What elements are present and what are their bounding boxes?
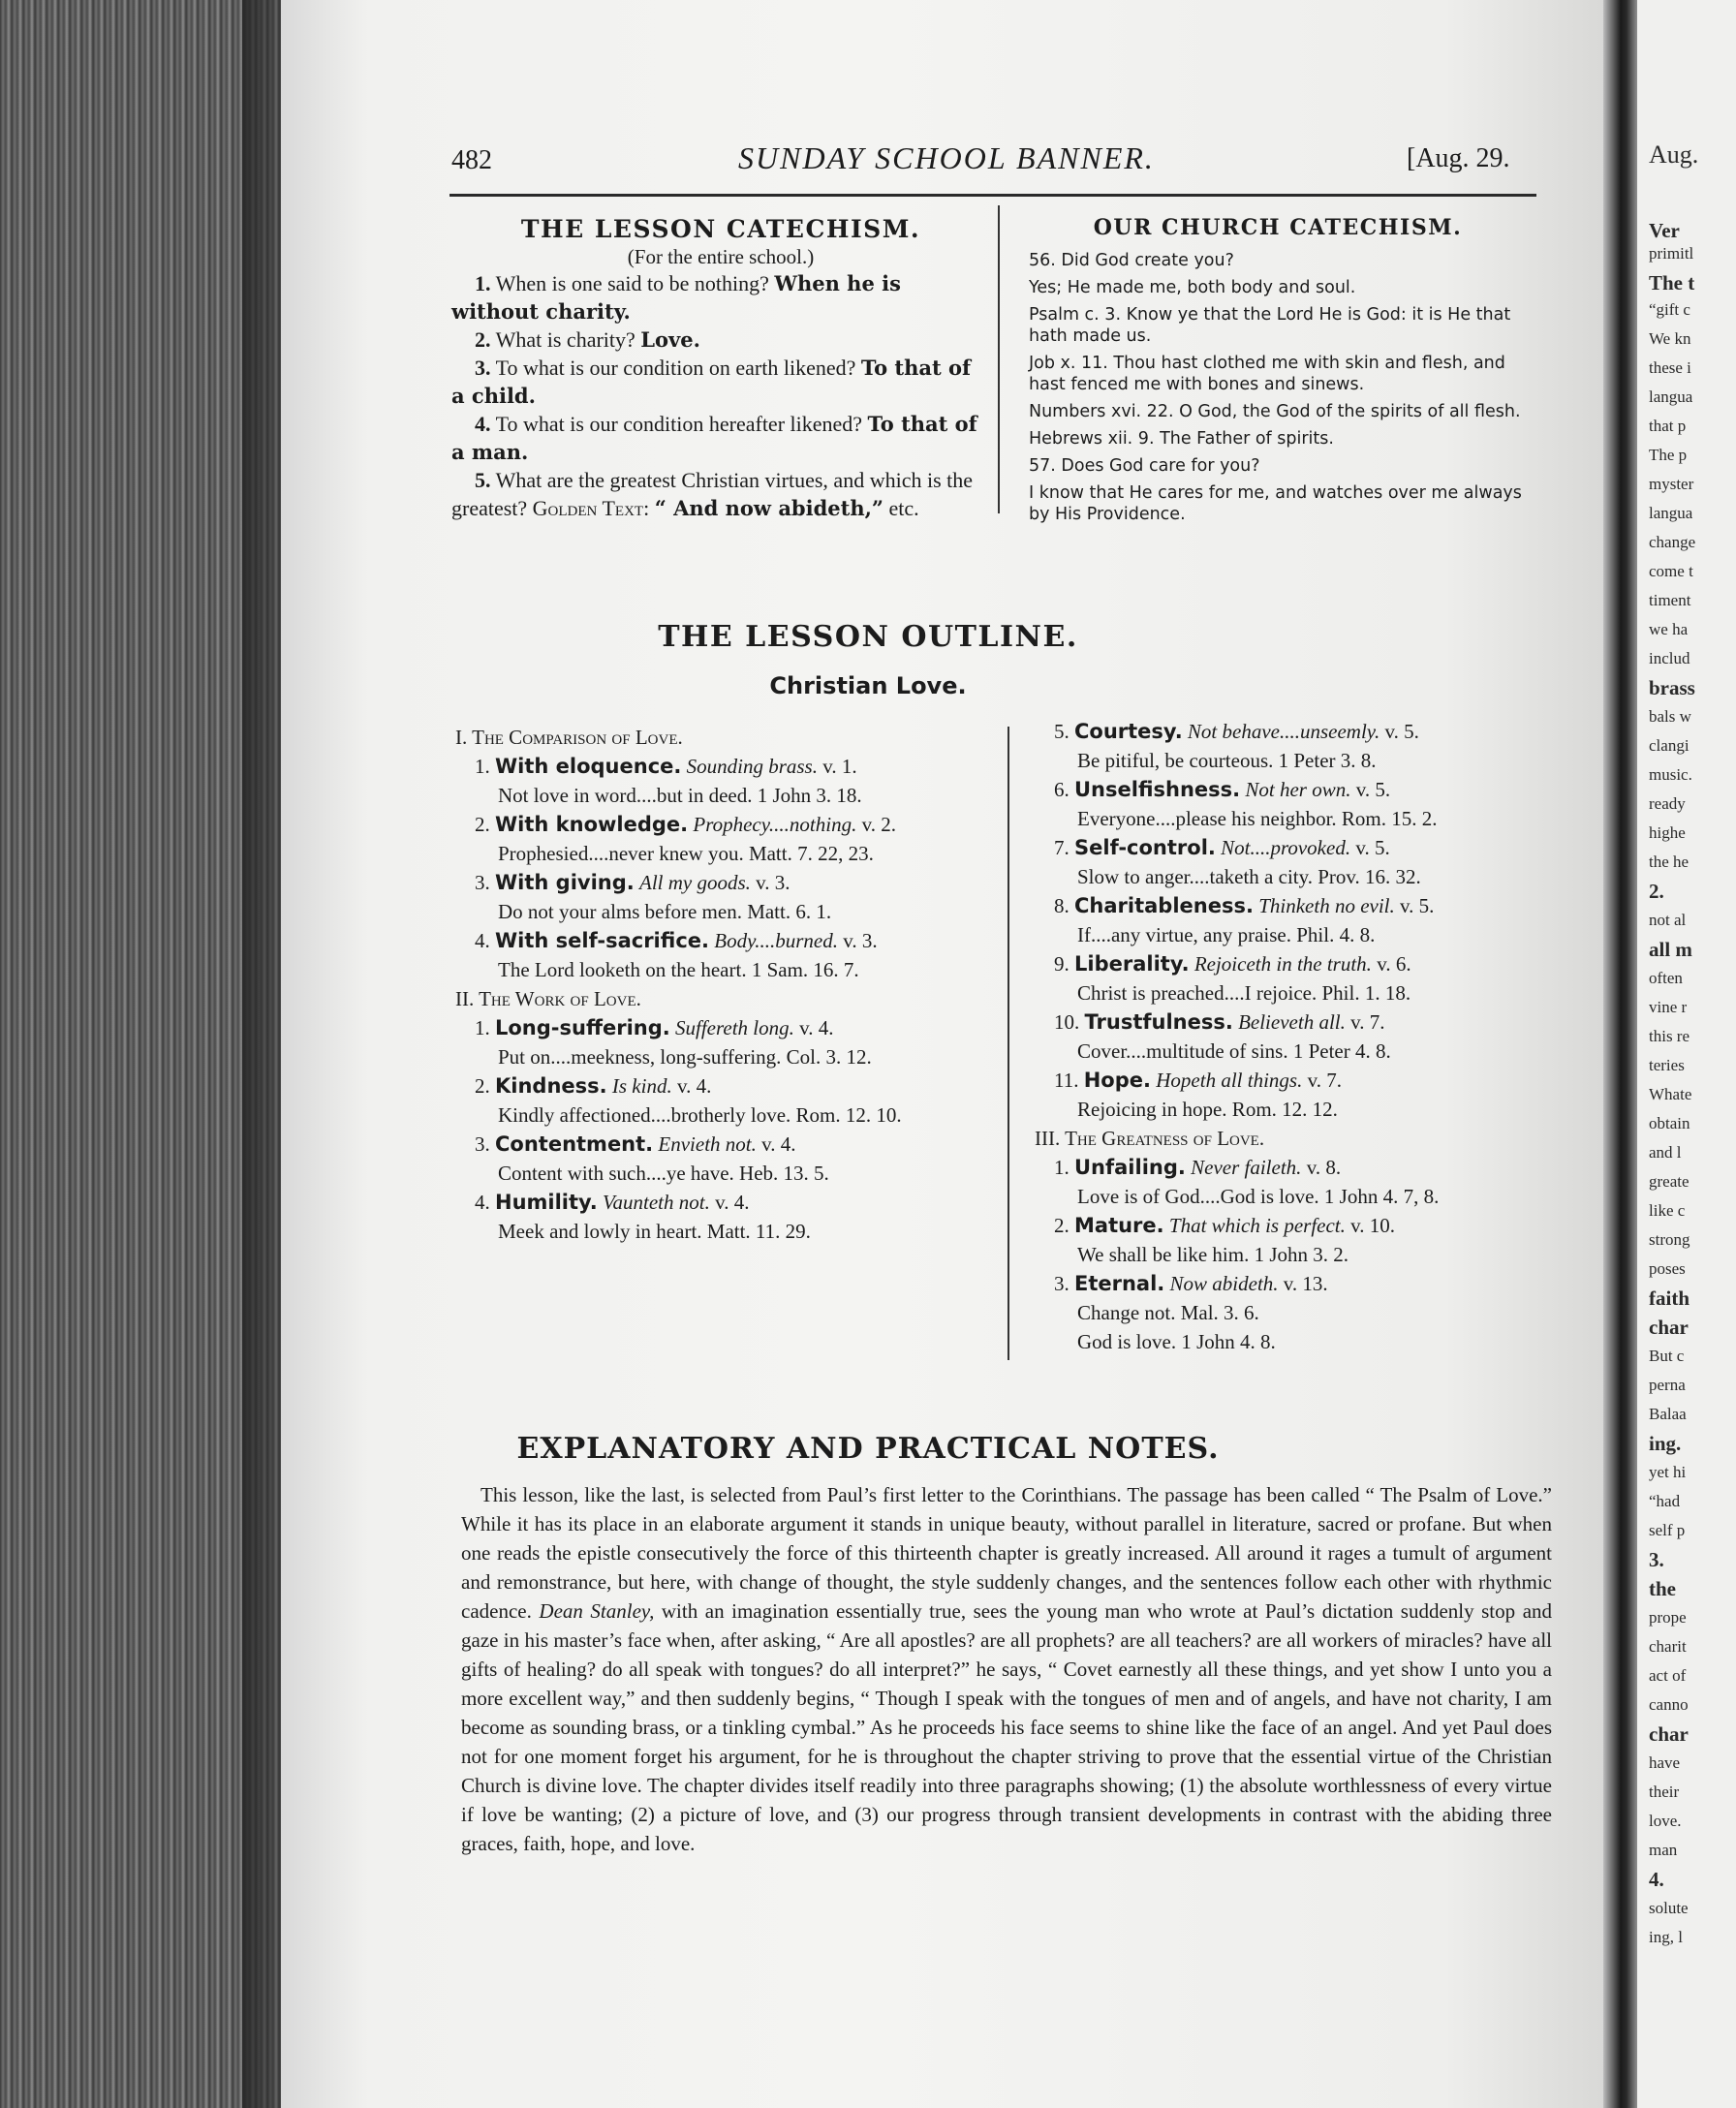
outline-verse: v. 4. <box>715 1191 750 1214</box>
outline-reference: Be pitiful, be courteous. 1 Peter 3. 8. <box>1077 749 1377 772</box>
outline-verse: v. 5. <box>1400 894 1435 917</box>
facing-page-text: the he <box>1649 852 1690 871</box>
outline-reference: Everyone....please his neighbor. Rom. 15. 2. <box>1077 807 1438 830</box>
outline-quote: Vaunteth not. <box>603 1191 710 1214</box>
facing-page-text: poses <box>1649 1259 1686 1278</box>
catechism-item <box>451 466 990 522</box>
church-catechism-title: OUR CHURCH CATECHISM. <box>1093 215 1463 240</box>
outline-topic: Humility. <box>495 1191 598 1214</box>
outline-number: 1. <box>1054 1156 1070 1179</box>
facing-page-text: that p <box>1649 417 1687 435</box>
facing-page-text: 4. <box>1649 1868 1664 1891</box>
facing-page-text: includ <box>1649 649 1690 667</box>
outline-heading <box>455 1071 998 1100</box>
facing-page-text: this re <box>1649 1027 1690 1045</box>
church-catechism-line: Numbers xvi. 22. O God, the God of the spirits of all flesh. <box>1029 402 1521 421</box>
church-catechism-line: 56. Did God create you? <box>1029 251 1234 270</box>
notes-title: EXPLANATORY AND PRACTICAL NOTES. <box>516 1432 1220 1466</box>
facing-page-text: and l <box>1649 1143 1682 1162</box>
outline-quote: Not behave....unseemly. <box>1187 720 1380 743</box>
answer: To that of a child. <box>451 356 972 408</box>
outline-number: 3. <box>1054 1272 1070 1295</box>
outline-verse: v. 5. <box>1355 836 1390 859</box>
header-rule <box>450 194 1536 197</box>
outline-verse: v. 3. <box>843 929 878 952</box>
facing-page-text: char <box>1649 1316 1689 1339</box>
outline-number: 4. <box>475 1191 490 1214</box>
running-date: [Aug. 29. <box>1407 143 1510 173</box>
item-number: 4. <box>475 412 491 436</box>
outline-verse: v. 2. <box>861 813 896 836</box>
outline-reference: Slow to anger....taketh a city. Prov. 16. 32. <box>1077 865 1421 888</box>
facing-page-text: The t <box>1649 271 1695 294</box>
outline-number: 5. <box>1054 720 1070 743</box>
outline-section: I. The Comparison of Love. <box>455 726 683 749</box>
outline-number: 11. <box>1054 1069 1079 1092</box>
outline-verse: v. 1. <box>822 755 857 778</box>
outline-left-column <box>455 723 998 1246</box>
outline-verse: v. 7. <box>1307 1069 1342 1092</box>
outline-heading <box>1035 891 1538 920</box>
facing-page-text: their <box>1649 1782 1680 1801</box>
outline-reference: Christ is preached....I rejoice. Phil. 1. 18. <box>1077 981 1411 1005</box>
facing-page-text: the <box>1649 1577 1676 1600</box>
outline-number: 7. <box>1054 836 1070 859</box>
facing-page-text: langua <box>1649 388 1693 406</box>
facing-page-text: obtain <box>1649 1114 1690 1132</box>
facing-page-text: ing. <box>1649 1432 1682 1455</box>
church-catechism-line: Hebrews xii. 9. The Father of spirits. <box>1029 429 1334 449</box>
outline-quote: Now abideth. <box>1169 1272 1279 1295</box>
outline-number: 2. <box>475 1074 490 1098</box>
answer: “ And now abideth,” <box>654 496 884 520</box>
outline-reference: God is love. 1 John 4. 8. <box>1077 1330 1276 1353</box>
outline-quote: Envieth not. <box>658 1132 757 1156</box>
outline-number: 10. <box>1054 1010 1080 1034</box>
facing-page-text: vine r <box>1649 998 1688 1016</box>
question: To what is our condition hereafter likened? <box>495 412 863 436</box>
outline-reference: Meek and lowly in heart. Matt. 11. 29. <box>498 1220 811 1243</box>
outline-verse: v. 7. <box>1350 1010 1385 1034</box>
answer: When he is without charity. <box>451 271 901 324</box>
outline-number: 6. <box>1054 778 1070 801</box>
notes-paragraph <box>461 1480 1552 1858</box>
facing-page-text: music. <box>1649 765 1692 784</box>
facing-page-text: charit <box>1649 1637 1687 1656</box>
lesson-catechism <box>451 215 990 522</box>
item-number: 2. <box>475 327 491 352</box>
facing-page-text: faith <box>1649 1286 1690 1310</box>
facing-page-text: primitl <box>1649 244 1694 263</box>
outline-quote: Rejoiceth in the truth. <box>1194 952 1372 976</box>
facing-page-text: “gift c <box>1649 300 1690 319</box>
outline-number: 8. <box>1054 894 1070 917</box>
facing-page-text: Aug. <box>1649 140 1699 169</box>
outline-quote: That which is perfect. <box>1168 1214 1346 1237</box>
running-title: SUNDAY SCHOOL BANNER. <box>738 140 1155 175</box>
facing-page-text: not al <box>1649 911 1687 929</box>
outline-heading <box>1035 1066 1538 1095</box>
facing-page-text: clangi <box>1649 736 1690 755</box>
outline-topic: Kindness. <box>495 1074 607 1098</box>
catechism-item <box>451 326 990 354</box>
outline-verse: v. 10. <box>1350 1214 1396 1237</box>
outline-quote: Sounding brass. <box>686 755 818 778</box>
outline-heading <box>455 868 998 897</box>
notes-name: Dean Stanley, <box>539 1599 655 1623</box>
outline-topic: Unfailing. <box>1074 1156 1186 1179</box>
outline-topic: Courtesy. <box>1074 720 1183 743</box>
facing-page-text: like c <box>1649 1201 1686 1220</box>
facing-page-text: all m <box>1649 938 1692 961</box>
outline-topic: Unselfishness. <box>1074 778 1241 801</box>
outline-quote: All my goods. <box>639 871 751 894</box>
outline-number: 2. <box>475 813 490 836</box>
item-number: 5. <box>475 468 491 492</box>
facing-page-text: perna <box>1649 1376 1686 1394</box>
facing-page-text: brass <box>1649 676 1695 699</box>
outline-subtitle: Christian Love. <box>769 672 967 699</box>
outline-right-column <box>1035 717 1538 1356</box>
outline-topic: Contentment. <box>495 1132 654 1156</box>
outline-reference: Kindly affectioned....brotherly love. Rom. 12. 10. <box>498 1103 902 1127</box>
facing-page-text: have <box>1649 1753 1681 1772</box>
outline-section: II. The Work of Love. <box>455 987 641 1010</box>
facing-page-text: solute <box>1649 1899 1689 1917</box>
notes-text-2: with an imagination essentially true, sees the young man who wrote at Paul’s dictation suddenly stop and gaze in his master’s face when, after asking, “ Are all apostles? are all prophets? are all teachers? are all workers of miracles? have all gifts of healing? do all speak with tongues? do all interpret?” he says, “ Covet earnestly all these things, and yet show I unto you a more excellent way,” and then suddenly begins, “ Though I speak with the tongues of men and of angels, and have not charity, I am become as sounding brass, or a tinkling cymbal.” As he proceeds his face seems to shine like the face of an angel. And yet Paul does not for one moment forget his argument, for he is throughout the chapter striving to prove that the essential virtue of the Christian Church is divine love. The chapter divides itself readily into three paragraphs showing; (1) the absolute worthlessness of every virtue if love be wanting; (2) a picture of love, and (3) our progress through transient developments in contrast with the abiding three graces, faith, hope, and love. <box>461 1599 1553 1855</box>
facing-page-text: myster <box>1649 475 1694 493</box>
outline-verse: v. 6. <box>1377 952 1411 976</box>
outline-verse: v. 5. <box>1384 720 1419 743</box>
outline-quote: Hopeth all things. <box>1156 1069 1303 1092</box>
answer: Love. <box>640 327 700 352</box>
outline-number: 3. <box>475 871 490 894</box>
facing-page-text: But c <box>1649 1347 1685 1365</box>
outline-topic: Liberality. <box>1074 952 1190 976</box>
outline-quote: Is kind. <box>611 1074 672 1098</box>
outline-reference: If....any virtue, any praise. Phil. 4. 8. <box>1077 923 1376 946</box>
outline-topic: Self-control. <box>1074 836 1216 859</box>
facing-page-text: char <box>1649 1722 1689 1746</box>
outline-number: 1. <box>475 1016 490 1039</box>
church-catechism-items <box>1013 250 1542 525</box>
lesson-catechism-title: THE LESSON CATECHISM. <box>520 215 921 243</box>
outline-heading <box>1035 1211 1538 1240</box>
facing-page-text: The p <box>1649 446 1688 464</box>
facing-page-text: self p <box>1649 1521 1686 1539</box>
church-catechism-line: 57. Does God care for you? <box>1029 456 1260 476</box>
facing-page-text: highe <box>1649 823 1686 842</box>
outline-heading <box>1035 775 1538 804</box>
outline-reference: Cover....multitude of sins. 1 Peter 4. 8. <box>1077 1039 1391 1063</box>
outline-quote: Suffereth long. <box>674 1016 794 1039</box>
facing-page-text: prope <box>1649 1608 1687 1627</box>
answer-tail: etc. <box>888 496 919 520</box>
golden-text-label: Golden Text: <box>532 496 650 520</box>
outline-reference: Rejoicing in hope. Rom. 12. 12. <box>1077 1098 1338 1121</box>
facing-page-text: teries <box>1649 1056 1685 1074</box>
outline-heading <box>1035 949 1538 978</box>
outline-reference: Prophesied....never knew you. Matt. 7. 22, 23. <box>498 842 874 865</box>
outline-quote: Never faileth. <box>1191 1156 1302 1179</box>
question: When is one said to be nothing? <box>495 271 769 295</box>
catechism-item <box>451 354 990 410</box>
facing-page-text: ready <box>1649 794 1686 813</box>
facing-page-text: greate <box>1649 1172 1690 1191</box>
outline-reference: Do not your alms before men. Matt. 6. 1. <box>498 900 832 923</box>
outline-verse: v. 4. <box>676 1074 712 1098</box>
outline-quote: Not her own. <box>1245 778 1351 801</box>
outline-number: 2. <box>1054 1214 1070 1237</box>
church-catechism-line: I know that He cares for me, and watches over me always by His Providence. <box>1029 483 1522 524</box>
facing-page-text: 2. <box>1649 880 1664 903</box>
outline-topic: Charitableness. <box>1074 894 1254 917</box>
outline-topic: With giving. <box>495 871 635 894</box>
facing-page-text: change <box>1649 533 1696 551</box>
outline-number: 4. <box>475 929 490 952</box>
outline-reference: The Lord looketh on the heart. 1 Sam. 16. 7. <box>498 958 859 981</box>
outline-verse: v. 4. <box>799 1016 834 1039</box>
outline-topic: With self-sacrifice. <box>495 929 709 952</box>
facing-page-text: man <box>1649 1841 1678 1859</box>
notes-text-1: This lesson, like the last, is selected from Paul’s first letter to the Corinthians. The passage has been called “ The Psalm of Love.” While it has its place in an elaborate argument it stands in unique beauty, without parallel in literature, sacred or profane. But when one reads the epistle consecutively the force of this thirteenth chapter is greatly increased. All around it rages a tumult of argument and remonstrance, but here, with change of thought, the style suddenly changes, and the sentences follow each other with rhythmic cadence. <box>461 1483 1552 1623</box>
facing-page-text: timent <box>1649 591 1691 609</box>
facing-page-text: come t <box>1649 562 1693 580</box>
outline-quote: Believeth all. <box>1238 1010 1346 1034</box>
facing-page-text: love. <box>1649 1812 1682 1830</box>
outline-heading <box>455 926 998 955</box>
facing-page-text: langua <box>1649 504 1693 522</box>
outline-quote: Not....provoked. <box>1221 836 1351 859</box>
outline-verse: v. 5. <box>1355 778 1391 801</box>
church-catechism-line: Yes; He made me, both body and soul. <box>1029 278 1356 297</box>
outline-heading <box>455 810 998 839</box>
outline-topic: With knowledge. <box>495 813 689 836</box>
outline-quote: Thinketh no evil. <box>1258 894 1395 917</box>
answer: To that of a man. <box>451 412 977 464</box>
church-catechism <box>1013 215 1542 531</box>
outline-heading <box>1035 1269 1538 1298</box>
outline-section: III. The Greatness of Love. <box>1035 1127 1265 1150</box>
outline-number: 9. <box>1054 952 1070 976</box>
facing-page-text: canno <box>1649 1695 1689 1714</box>
outline-number: 3. <box>475 1132 490 1156</box>
outline-topic: With eloquence. <box>495 755 682 778</box>
lesson-catechism-items <box>451 269 990 522</box>
question: What are the greatest Christian virtues, and which is the greatest? <box>451 468 974 520</box>
outline-quote: Body....burned. <box>714 929 838 952</box>
outline-topic: Hope. <box>1083 1069 1151 1092</box>
facing-page-text: We kn <box>1649 329 1691 348</box>
outline-verse: v. 13. <box>1283 1272 1328 1295</box>
facing-page-text: Whate <box>1649 1085 1692 1103</box>
outline-topic: Long-suffering. <box>495 1016 670 1039</box>
outline-reference: Love is of God....God is love. 1 John 4. 7, 8. <box>1077 1185 1440 1208</box>
outline-reference: We shall be like him. 1 John 3. 2. <box>1077 1243 1349 1266</box>
facing-page-text: strong <box>1649 1230 1690 1249</box>
outline-heading <box>1035 1008 1538 1037</box>
facing-page-text: Balaa <box>1649 1405 1687 1423</box>
outline-reference: Not love in word....but in deed. 1 John 3. 18. <box>498 784 862 807</box>
outline-reference: Put on....meekness, long-suffering. Col. 3. 12. <box>498 1045 872 1069</box>
facing-page-text: ing, l <box>1649 1928 1683 1946</box>
book-page-edges <box>0 0 281 2108</box>
outline-topic: Trustfulness. <box>1084 1010 1233 1034</box>
catechism-item <box>451 410 990 466</box>
outline-reference: Content with such....ye have. Heb. 13. 5. <box>498 1162 829 1185</box>
outline-reference: Change not. Mal. 3. 6. <box>1077 1301 1259 1324</box>
outline-verse: v. 4. <box>761 1132 796 1156</box>
outline-number: 1. <box>475 755 490 778</box>
church-catechism-line: Job x. 11. Thou hast clothed me with skin and flesh, and hast fenced me with bones and sinews. <box>1029 354 1505 394</box>
outline-topic: Mature. <box>1074 1214 1164 1237</box>
church-catechism-line: Psalm c. 3. Know ye that the Lord He is God: it is He that hath made us. <box>1029 305 1511 346</box>
outline-heading <box>455 1013 998 1042</box>
outline-verse: v. 3. <box>756 871 790 894</box>
outline-heading <box>1035 717 1538 746</box>
item-number: 1. <box>475 271 491 295</box>
outline-heading <box>455 1130 998 1159</box>
catechism-item <box>451 269 990 326</box>
facing-page-text: we ha <box>1649 620 1689 638</box>
facing-page-text: yet hi <box>1649 1463 1687 1481</box>
facing-page-text: 3. <box>1649 1548 1664 1571</box>
facing-page-text: Ver <box>1649 219 1680 242</box>
lesson-catechism-subtitle: (For the entire school.) <box>627 245 815 268</box>
outline-heading <box>455 752 998 781</box>
facing-page-text: act of <box>1649 1666 1687 1685</box>
outline-quote: Prophecy....nothing. <box>693 813 857 836</box>
outline-heading <box>1035 833 1538 862</box>
book-gutter <box>1603 0 1642 2108</box>
item-number: 3. <box>475 356 491 380</box>
facing-page-text: “had <box>1649 1492 1681 1510</box>
outline-heading <box>455 1188 998 1217</box>
outline-title: THE LESSON OUTLINE. <box>658 620 1078 654</box>
page-number: 482 <box>451 145 492 175</box>
question: To what is our condition on earth likened? <box>495 356 856 380</box>
question: What is charity? <box>495 327 636 352</box>
outline-topic: Eternal. <box>1074 1272 1165 1295</box>
outline-heading <box>1035 1153 1538 1182</box>
outline-verse: v. 8. <box>1306 1156 1342 1179</box>
facing-page-text: bals w <box>1649 707 1691 726</box>
column-divider <box>998 205 1000 513</box>
facing-page-text: often <box>1649 969 1683 987</box>
facing-page-text: these i <box>1649 358 1691 377</box>
column-divider <box>1008 727 1009 1360</box>
facing-page-fragment <box>1637 0 1736 2108</box>
